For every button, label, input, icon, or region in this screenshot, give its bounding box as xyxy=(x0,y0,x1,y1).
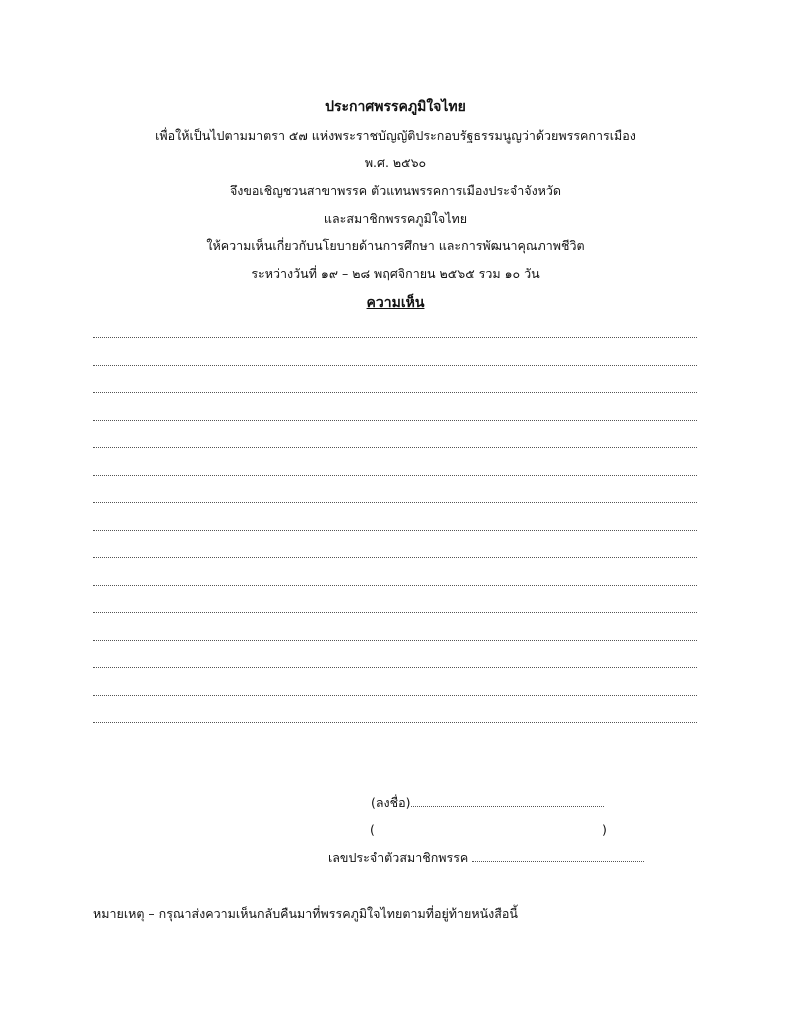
opinion-line[interactable] xyxy=(93,502,697,503)
opinion-line[interactable] xyxy=(93,530,697,531)
opinion-line[interactable] xyxy=(93,420,697,421)
opinion-line[interactable] xyxy=(93,722,697,723)
sign-label: (ลงชื่อ) xyxy=(371,795,411,810)
opinion-line[interactable] xyxy=(93,475,697,476)
opinion-line[interactable] xyxy=(93,392,697,393)
opinion-line[interactable] xyxy=(93,557,697,558)
opinion-line[interactable] xyxy=(93,585,697,586)
opinion-line[interactable] xyxy=(93,365,697,366)
opinion-line[interactable] xyxy=(93,337,697,338)
opinion-line[interactable] xyxy=(93,667,697,668)
signature-row xyxy=(371,795,604,811)
opinion-heading: ความเห็น xyxy=(366,295,425,311)
footnote: หมายเหตุ – กรุณาส่งความเห็นกลับคืนมาที่พรรคภูมิใจไทยตามที่อยู่ท้ายหนังสือนี้ xyxy=(93,906,518,921)
member-id-field[interactable] xyxy=(472,850,644,862)
header-line-6: ระหว่างวันที่ ๑๙ – ๒๘ พฤศจิกายน ๒๕๖๕ รวม ๑๐ วัน xyxy=(251,266,540,281)
header-line-3: จึงขอเชิญชวนสาขาพรรค ตัวแทนพรรคการเมืองประจำจังหวัด xyxy=(229,183,562,198)
opinion-line[interactable] xyxy=(93,695,697,696)
opinion-line[interactable] xyxy=(93,640,697,641)
header-line-4: และสมาชิกพรรคภูมิใจไทย xyxy=(323,211,468,226)
header-line-5: ให้ความเห็นเกี่ยวกับนโยบายด้านการศึกษา และการพัฒนาคุณภาพชีวิต xyxy=(206,238,585,253)
opinion-line[interactable] xyxy=(93,612,697,613)
announcement-title: ประกาศพรรคภูมิใจไทย xyxy=(325,99,466,115)
member-id-row xyxy=(328,850,644,866)
opinion-line[interactable] xyxy=(93,447,697,448)
name-close-paren: ) xyxy=(602,822,607,837)
signature-field[interactable] xyxy=(411,795,604,807)
name-open-paren: ( xyxy=(370,822,375,837)
name-field[interactable] xyxy=(380,820,598,838)
member-id-label: เลขประจำตัวสมาชิกพรรค xyxy=(328,850,469,865)
header-line-1: เพื่อให้เป็นไปตามมาตรา ๕๗ แห่งพระราชบัญญัติประกอบรัฐธรรมนูญว่าด้วยพรรคการเมือง xyxy=(155,128,636,143)
header-line-2: พ.ศ. ๒๕๖๐ xyxy=(364,155,427,170)
